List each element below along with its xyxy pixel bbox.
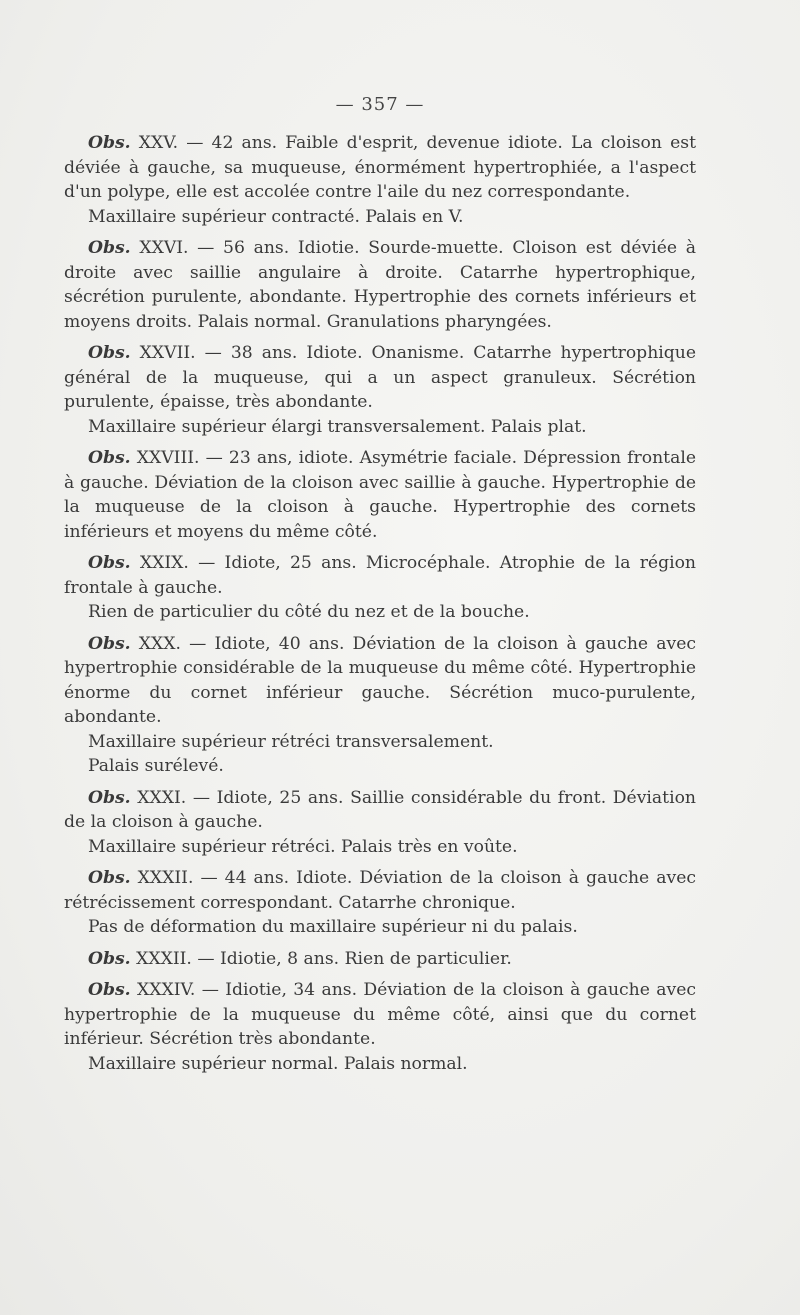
observation-label: Obs. (88, 948, 131, 969)
observation-text: XXXII. — 44 ans. Idiote. Déviation de la cloison à gauche avec rétrécissement correspondant. Catarrhe chronique. (64, 868, 696, 913)
observation-note: Maxillaire supérieur élargi transversalement. Palais plat. (88, 416, 587, 437)
observation-text: XXVIII. — 23 ans, idiote. Asymétrie faciale. Dépression frontale à gauche. Déviation de la cloison avec saillie à gauche. Hypertrophie de la muqueuse de la cloison à gauche. Hypertrophie des cornets inférieurs et moyens du même côté. (64, 448, 696, 542)
observation-note: Maxillaire supérieur rétréci. Palais très en voûte. (88, 836, 518, 857)
observation-label: Obs. (88, 343, 131, 363)
observation-text: XXVII. — 38 ans. Idiote. Onanisme. Catarrhe hypertrophique général de la muqueuse, qui a un aspect granuleux. Sécrétion purulente, épaisse, très abondante. (64, 343, 696, 412)
observation-text: XXXIV. — Idiotie, 34 ans. Déviation de la cloison à gauche avec hypertrophie de la muqueuse du même côté, ainsi que du cornet inférieur. Sécrétion très abondante. (64, 980, 696, 1049)
observation-paragraph (64, 947, 696, 972)
observation-text: XXXI. — Idiote, 25 ans. Saillie considérable du front. Déviation de la cloison à gauche. (64, 787, 696, 832)
observation-note: Maxillaire supérieur contracté. Palais en V. (88, 206, 464, 227)
observation-note: Rien de particulier du côté du nez et de la bouche. (88, 602, 530, 622)
observation-paragraph (64, 978, 696, 1052)
observation-text: XXVI. — 56 ans. Idiotie. Sourde-muette. Cloison est déviée à droite avec saillie angulaire à droite. Catarrhe hypertrophique, sécrétion purulente, abondante. Hypertrophie des cornets inférieurs et moyens droits. Palais normal. Granulations pharyngées. (64, 238, 696, 332)
observation-note: Maxillaire supérieur rétréci transversalement. (88, 731, 494, 752)
observation-paragraph (64, 131, 696, 205)
observation-label: Obs. (88, 787, 131, 808)
observation-label: Obs. (88, 980, 131, 1000)
observation-paragraph (64, 632, 696, 730)
observation-paragraph (64, 551, 696, 600)
observation-note: Palais surélevé. (88, 756, 224, 776)
observation-note: Maxillaire supérieur normal. Palais normal. (88, 1053, 468, 1074)
observation-label: Obs. (88, 868, 131, 888)
observation-label: Obs. (88, 238, 131, 258)
observation-paragraph (64, 236, 696, 334)
observation-label: Obs. (88, 133, 131, 153)
observation-paragraph (64, 446, 696, 544)
page-text (64, 131, 696, 1076)
observation-paragraph (64, 341, 696, 415)
observation-paragraph (64, 866, 696, 915)
observation-text: XXV. — 42 ans. Faible d'esprit, devenue idiote. La cloison est déviée à gauche, sa muqueuse, énormément hypertrophiée, a l'aspect d'un polype, elle est accolée contre l'aile du nez correspondante. (64, 133, 696, 202)
observation-label: Obs. (88, 448, 131, 468)
observation-paragraph (64, 786, 696, 835)
observation-label: Obs. (88, 633, 131, 654)
observation-text: XXXII. — Idiotie, 8 ans. Rien de particulier. (130, 948, 512, 969)
observation-text: XXX. — Idiote, 40 ans. Déviation de la cloison à gauche avec hypertrophie considérable de la muqueuse du même côté. Hypertrophie énorme du cornet inférieur gauche. Sécrétion muco-purulente, abondante. (64, 633, 696, 727)
observation-note: Pas de déformation du maxillaire supérieur ni du palais. (88, 917, 578, 937)
observation-text: XXIX. — Idiote, 25 ans. Microcéphale. Atrophie de la région frontale à gauche. (64, 553, 696, 598)
page-number: — 357 — (335, 94, 425, 115)
observation-label: Obs. (88, 553, 131, 573)
